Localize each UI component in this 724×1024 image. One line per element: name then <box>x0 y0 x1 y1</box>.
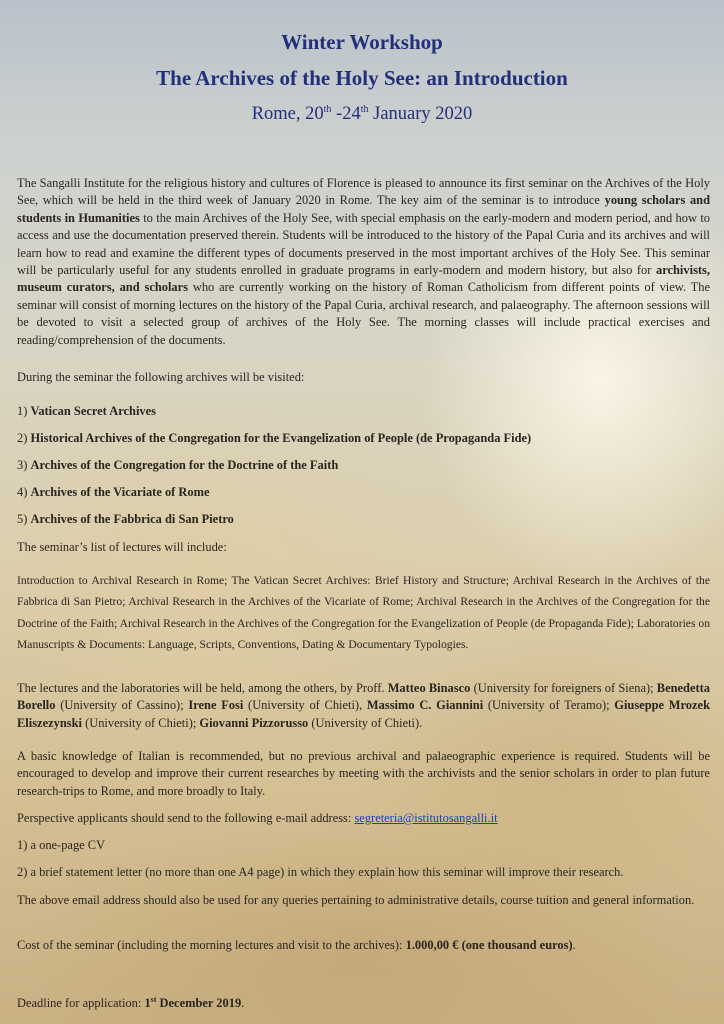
workshop-subtitle: The Archives of the Holy See: an Introduction <box>156 66 568 90</box>
deadline-month-year: December 2019 <box>156 996 242 1011</box>
cost-line <box>17 937 710 954</box>
archive-name: Archives of the Vicariate of Rome <box>30 485 210 499</box>
deadline-date <box>144 996 241 1010</box>
intro-paragraph <box>17 175 710 349</box>
lecturer-affiliation: (University of Cassino); <box>55 698 189 713</box>
application-item-cv: 1) a one-page CV <box>17 838 106 852</box>
archive-item <box>17 484 710 501</box>
queries-paragraph <box>17 892 710 909</box>
lecturer-affiliation: (University of Chieti); <box>81 715 200 730</box>
deadline-text: Deadline for application: <box>17 996 145 1011</box>
lectures-list <box>17 570 710 656</box>
cost-amount: 1.000,00 € (one thousand euros) <box>405 938 573 952</box>
archive-number: 5) <box>17 512 31 526</box>
lecturer-affiliation: (University of Teramo); <box>483 698 615 713</box>
lecturer-name: Matteo Binasco <box>387 681 471 695</box>
intro-bold-2: archivists, museum curators, and scholars <box>17 263 710 295</box>
deadline-end: . <box>241 996 245 1011</box>
archive-number: 4) <box>17 485 31 499</box>
lecturer-affiliation: (University of Chieti). <box>308 715 423 730</box>
archive-item <box>17 430 710 447</box>
intro-text-1: The Sangalli Institute for the religious history and cultures of Florence is pleased to announce its first seminar on the Archives of the Holy See, which will be held in the third week of January 2020 in Rome. The key aim of the seminar is to introduce <box>17 176 710 208</box>
date-suffix-1: th <box>323 104 332 115</box>
cost-text: Cost of the seminar (including the morning lectures and visit to the archives): <box>17 938 406 952</box>
lecturer-affiliation: (University for foreigners of Siena); <box>470 681 657 695</box>
archive-number: 2) <box>17 431 31 445</box>
archive-number: 1) <box>17 404 31 418</box>
application-item-letter: 2) a brief statement letter (no more than one A4 page) in which they explain how this seminar will improve their research. <box>17 865 624 879</box>
application-intro <box>17 810 710 827</box>
lectures-intro: The seminar’s list of lectures will include: <box>17 540 227 554</box>
requirements-paragraph <box>17 748 710 800</box>
application-intro-text: Perspective applicants should send to the following e-mail address: <box>17 811 355 825</box>
visits-intro: During the seminar the following archives will be visited: <box>17 370 305 384</box>
archive-name: Historical Archives of the Congregation for the Evangelization of People (de Propaganda Fide) <box>30 431 532 445</box>
archive-item <box>17 403 710 420</box>
lecturer-name: Giuseppe Mrozek Eliszezynski <box>17 698 710 730</box>
queries-text: The above email address should also be used for any queries pertaining to administrative details, course tuition and general information. <box>17 893 695 907</box>
lectures-text: Introduction to Archival Research in Rome; The Vatican Secret Archives: Brief History and Structure; Archival Research in the Archives of the Fabbrica di San Pietro; Archival Research in the Archives of the Vicariate of Rome; Archival Research in the Archives of the Congregation for the Doctrine of the Faith; Archival Research in the Archives of the Congregation for the Evangelization of People (de Propaganda Fide); Laboratories on Manuscripts & Documents: Language, Scripts, Conventions, Dating & Documentary Typologies. <box>17 574 710 652</box>
lecturer-name: Giovanni Pizzorusso <box>199 715 309 730</box>
location-date-prefix: Rome, 20 <box>251 104 324 125</box>
deadline-day-suffix: st <box>150 995 157 1004</box>
archive-name: Vatican Secret Archives <box>30 404 156 418</box>
archive-item <box>17 457 710 474</box>
archive-name: Archives of the Congregation for the Doctrine of the Faith <box>30 458 339 472</box>
date-suffix-2: th <box>360 104 369 115</box>
workshop-title: Winter Workshop <box>281 30 443 54</box>
deadline-line <box>17 991 710 1013</box>
date-mid: -24 <box>331 104 361 125</box>
archive-number: 3) <box>17 458 31 472</box>
lecturer-affiliation: (University of Chieti), <box>243 698 367 713</box>
email-link[interactable]: segreteria@istitutosangalli.it <box>354 811 498 825</box>
lecturer-name: Benedetta Borello <box>17 681 710 713</box>
lecturers-text: The lectures and the laboratories will be held, among the others, by Proff. <box>17 681 388 695</box>
requirements-text: A basic knowledge of Italian is recommended, but no previous archival and palaeographic experience is required. Students will be encouraged to develop and improve their current researches by meeting with the archivists and the senior scholars in order to plan future research-trips to Rome, and more broadly to Italy. <box>17 749 710 798</box>
lecturer-name: Massimo C. Giannini <box>366 698 484 713</box>
intro-bold-1: young scholars and students in Humanities <box>17 193 710 225</box>
intro-text-2: to the main Archives of the Holy See, with special emphasis on the early-modern and modern period, and how to access and use the documentation preserved therein. Students will be introduced to the history of the Papal Curia and its archives and will learn how to read and examine the different types of documents preserved in the most important archives of the Holy See. This seminar will be particularly useful for any students enrolled in graduate programs in early-modern and modern history, but also for <box>17 210 710 278</box>
date-end: January 2020 <box>368 104 473 125</box>
archive-item <box>17 511 710 528</box>
location-date <box>0 104 724 125</box>
deadline-day: 1 <box>144 996 151 1011</box>
intro-text-3: who are currently working on the history of Roman Catholicism from different points of view. The seminar will consist of morning lectures on the history of the Papal Curia, archival research, and palaeography. The afternoon sessions will be devoted to visit a selected group of archives of the Holy See. The morning classes will include practical exercises and reading/comprehension of the documents. <box>17 280 710 347</box>
cost-end: . <box>572 938 576 952</box>
lecturers-paragraph <box>17 680 710 732</box>
lecturer-name: Irene Fosi <box>188 698 244 713</box>
archive-name: Archives of the Fabbrica di San Pietro <box>30 512 234 526</box>
